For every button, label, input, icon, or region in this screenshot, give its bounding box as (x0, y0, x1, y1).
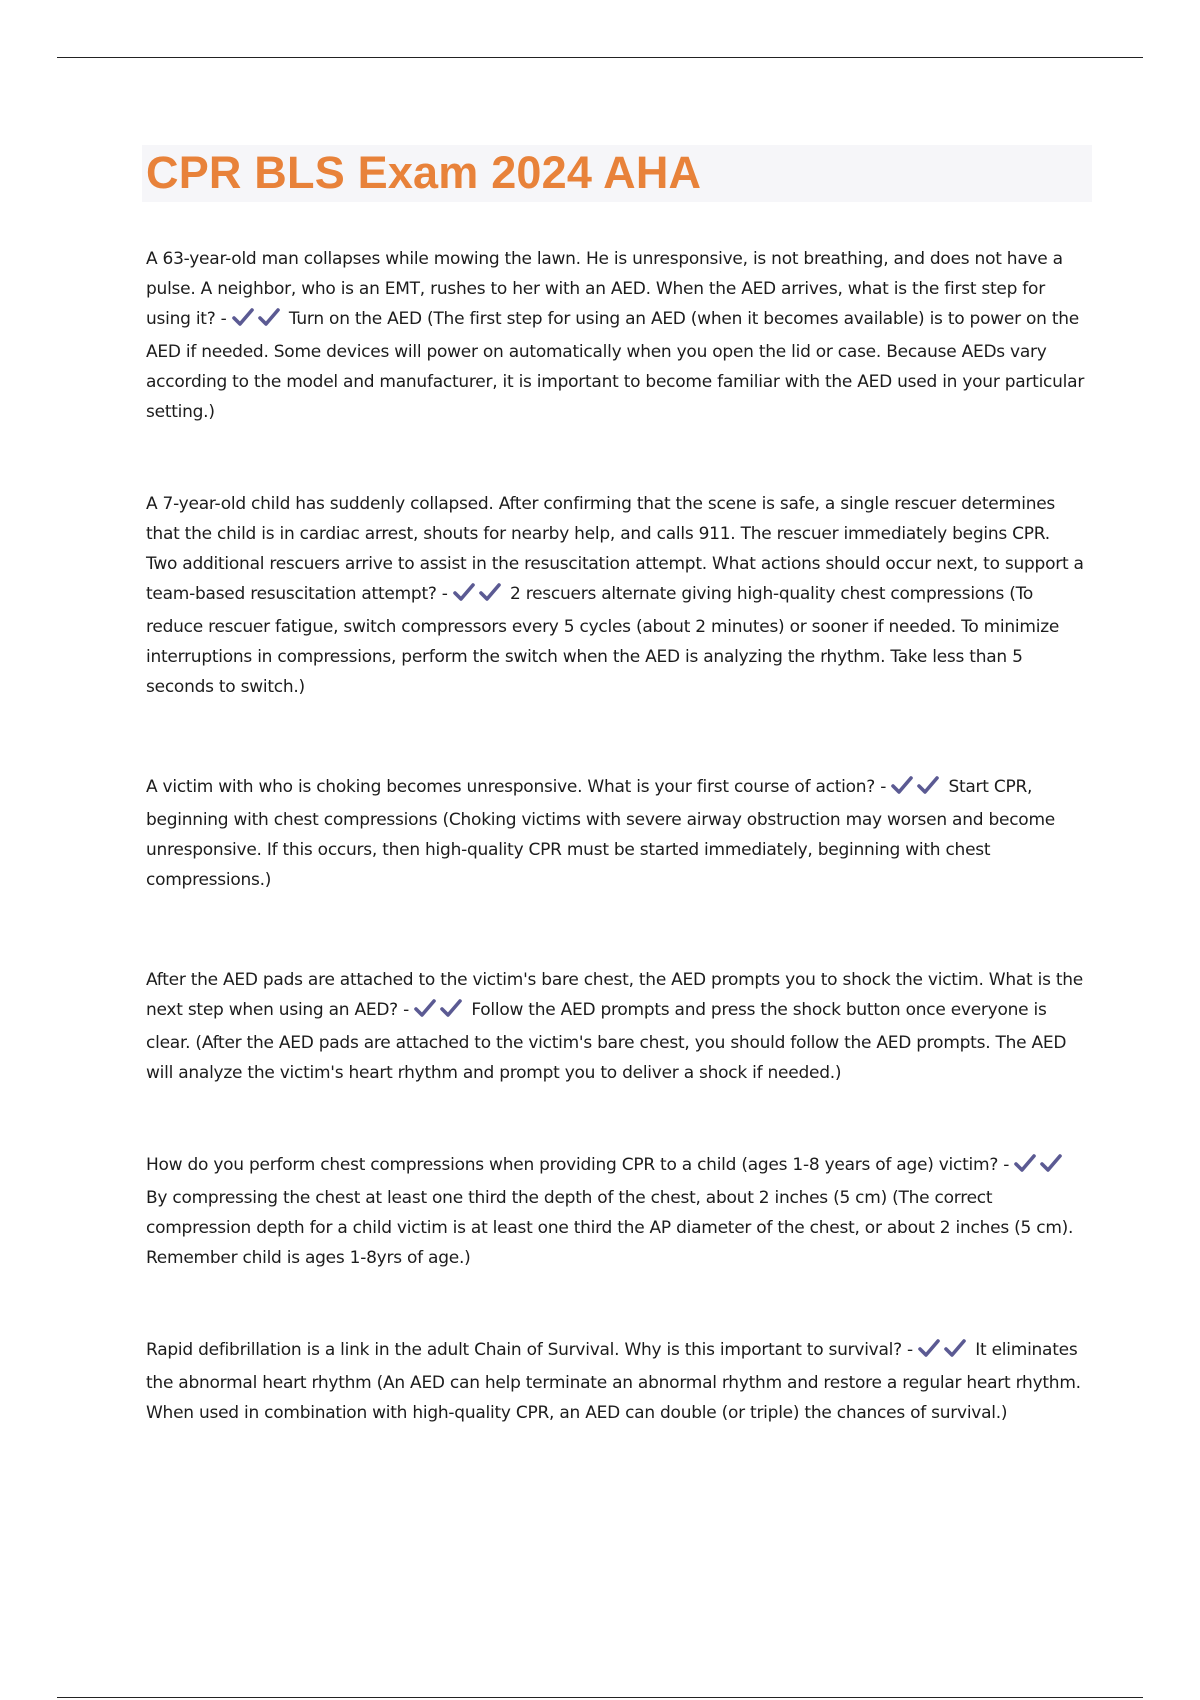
answer-text: By compressing the chest at least one third the depth of the chest, about 2 inches (5 cm) (The correct compression depth for a child victim is at least one third the AP diameter of the chest, or about 2 inches (5 cm). Remember child is ages 1-8yrs of age.) (146, 1188, 1074, 1268)
double-check-icon (232, 307, 284, 337)
qa-item (146, 489, 1086, 702)
answer-text: Start CPR, beginning with chest compressions (Choking victims with severe airway obstruction may worsen and become unresponsive. If this occurs, then high-quality CPR must be started immediately, beginning with chest compressions.) (146, 777, 1055, 890)
question-text: A 7-year-old child has suddenly collapsed. After confirming that the scene is safe, a single rescuer determines that the child is in cardiac arrest, shouts for nearby help, and calls 911. The rescuer immediately begins CPR. Two additional rescuers arrive to assist in the resuscitation attempt. What actions should occur next, to support a team-based resuscitation attempt? - (146, 494, 1084, 604)
question-text: How do you perform chest compressions when providing CPR to a child (ages 1-8 years of age) victim? - (146, 1155, 1010, 1175)
top-rule (57, 57, 1143, 58)
answer-text: Turn on the AED (The first step for using an AED (when it becomes available) is to power on the AED if needed. Some devices will power on automatically when you open the lid or case. Because AEDs vary according to the model and manufacturer, it is important to become familiar with the AED used in your particular setting.) (146, 309, 1085, 422)
question-text: A victim with who is choking becomes unresponsive. What is your first course of action? - (146, 777, 887, 797)
qa-item (146, 772, 1086, 895)
answer-text: 2 rescuers alternate giving high-quality chest compressions (To reduce rescuer fatigue, switch compressors every 5 cycles (about 2 minutes) or sooner if needed. To minimize interruptions in compressions, perform the switch when the AED is analyzing the rhythm. Take less than 5 seconds to switch.) (146, 584, 1060, 697)
qa-list (146, 244, 1086, 1490)
answer-text: Follow the AED prompts and press the shock button once everyone is clear. (After the AED pads are attached to the victim's bare chest, you should follow the AED prompts. The AED will analyze the victim's heart rhythm and prompt you to deliver a shock if needed.) (146, 1000, 1067, 1083)
double-check-icon (891, 775, 943, 805)
double-check-icon (1014, 1153, 1066, 1183)
bottom-rule (57, 1697, 1143, 1698)
qa-item (146, 965, 1086, 1088)
double-check-icon (453, 582, 505, 612)
double-check-icon (918, 1338, 970, 1368)
question-text: After the AED pads are attached to the victim's bare chest, the AED prompts you to shock the victim. What is the next step when using an AED? - (146, 970, 1084, 1020)
question-text: A 63-year-old man collapses while mowing the lawn. He is unresponsive, is not breathing, and does not have a pulse. A neighbor, who is an EMT, rushes to her with an AED. When the AED arrives, what is the first step for using it? - (146, 249, 1063, 329)
question-text: Rapid defibrillation is a link in the adult Chain of Survival. Why is this important to survival? - (146, 1340, 913, 1360)
answer-text: It eliminates the abnormal heart rhythm (An AED can help terminate an abnormal rhythm and restore a regular heart rhythm. When used in combination with high-quality CPR, an AED can double (or triple) the chances of survival.) (146, 1340, 1081, 1423)
qa-item (146, 1150, 1086, 1273)
qa-item (146, 1335, 1086, 1428)
qa-item (146, 244, 1086, 427)
page-title: CPR BLS Exam 2024 AHA (146, 147, 702, 198)
double-check-icon (414, 998, 466, 1028)
